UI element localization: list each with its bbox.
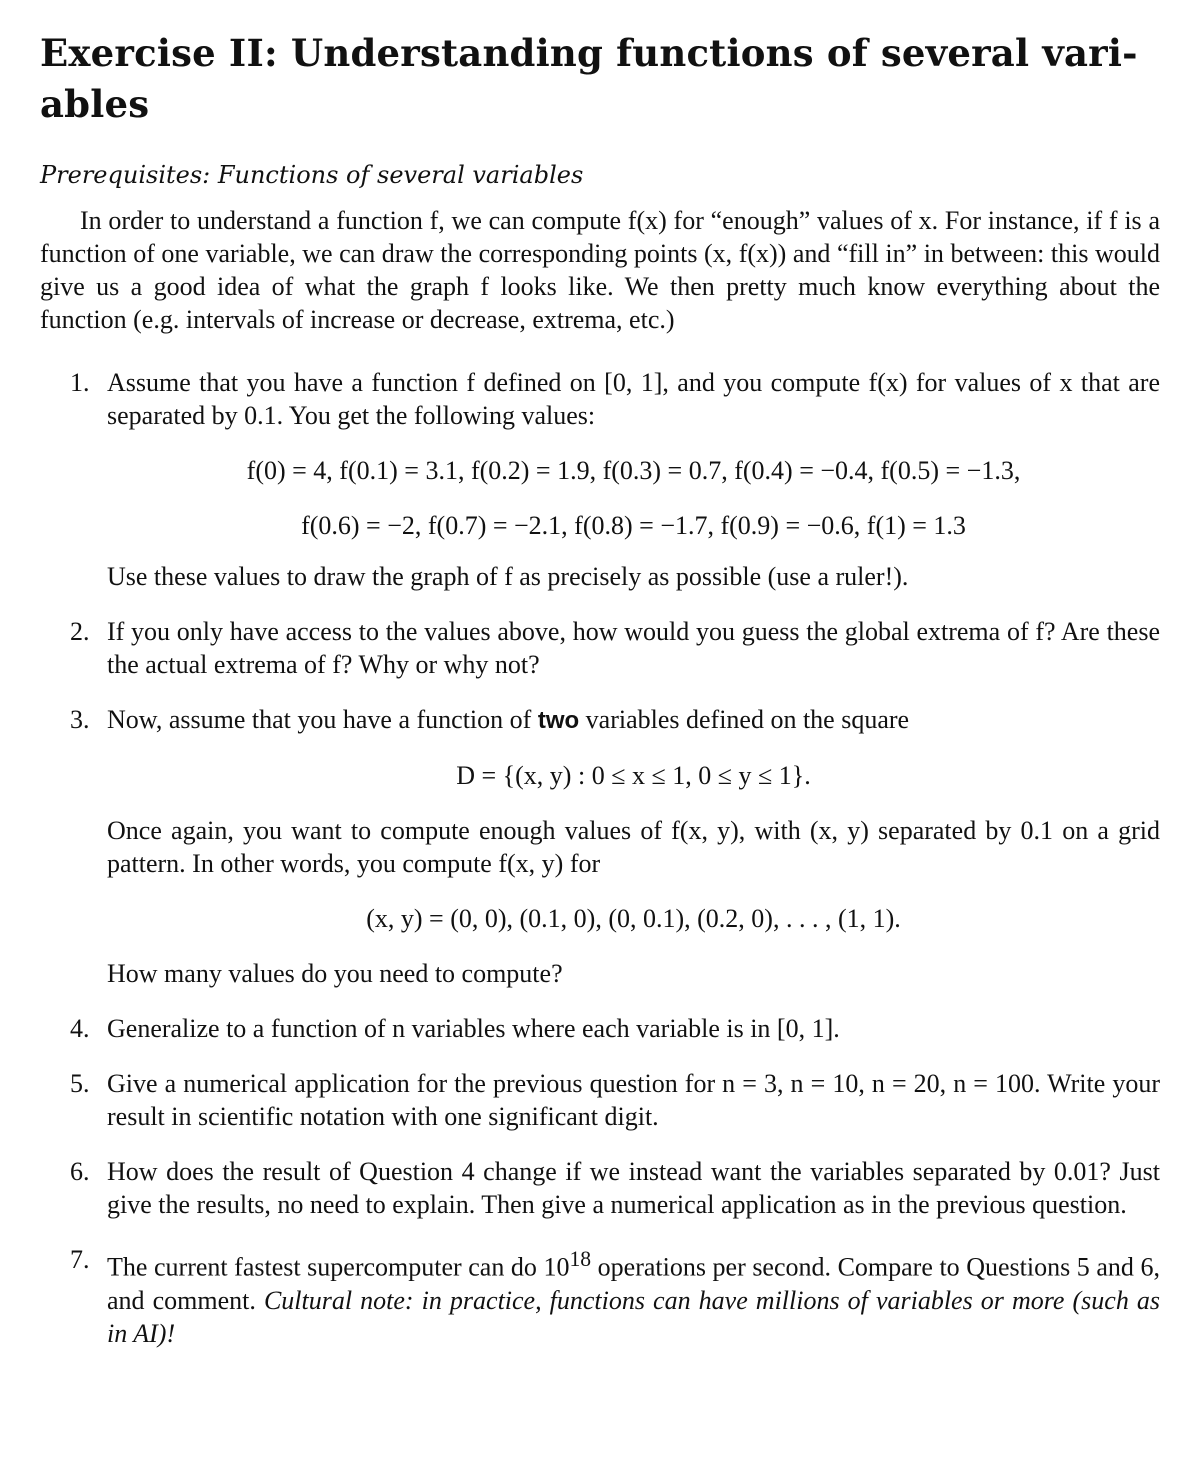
question-number: 7.	[70, 1245, 90, 1274]
cultural-note: Cultural note: in practice, functions can have millions of variables or more (such as in AI)!	[107, 1285, 1161, 1348]
question-text: How does the result of Question 4 change if we instead want the variables separated by 0.01? Just give the results, no need to explain. Then give a numerical application as in the previous question.	[107, 1157, 1160, 1219]
text-part: The current fastest supercomputer can do 10	[107, 1252, 570, 1282]
text-part: operations per second. Compare to Questions 5 and 6, and comment.	[107, 1252, 1160, 1315]
question-text: Generalize to a function of n variables where each variable is in [0, 1].	[107, 1014, 840, 1043]
values-equation-line-2: f(0.6) = −2, f(0.7) = −2.1, f(0.8) = −1.7, f(0.9) = −0.6, f(1) = 1.3	[301, 511, 966, 540]
question-number: 3.	[70, 705, 90, 734]
question-number: 2.	[70, 617, 90, 646]
question-text: Give a numerical application for the previous question for n = 3, n = 10, n = 20, n = 100. Write your result in scientific notation with one significant digit.	[107, 1069, 1160, 1131]
question-text	[107, 1243, 1160, 1350]
question-5	[40, 1067, 1160, 1133]
text-part: variables defined on the square	[585, 705, 910, 734]
question-number: 5.	[70, 1069, 90, 1098]
question-text	[107, 703, 1160, 737]
text-part: Now, assume that you have a function of	[107, 705, 532, 734]
question-middle-text: Once again, you want to compute enough values of f(x, y), with (x, y) separated by 0.1 on a grid pattern. In other words, you compute f(x, y) for	[107, 816, 1160, 878]
grid-points-equation: (x, y) = (0, 0), (0.1, 0), (0, 0.1), (0.2, 0), . . . , (1, 1).	[366, 904, 901, 933]
values-equation-line-1: f(0) = 4, f(0.1) = 3.1, f(0.2) = 1.9, f(0.3) = 0.7, f(0.4) = −0.4, f(0.5) = −1.3,	[246, 456, 1021, 485]
prerequisites-line: Prerequisites: Functions of several variables	[40, 161, 584, 189]
question-number: 6.	[70, 1157, 90, 1186]
question-text: If you only have access to the values above, how would you guess the global extrema of f? Are these the actual extrema of f? Why or why not?	[107, 617, 1160, 679]
question-3	[40, 703, 1160, 990]
exponent: 18	[569, 1247, 592, 1271]
question-4	[40, 1012, 1160, 1045]
question-number: 1.	[70, 368, 90, 397]
question-text: Assume that you have a function f defined on [0, 1], and you compute f(x) for values of x that are separated by 0.1. You get the following values:	[107, 368, 1160, 430]
question-list	[40, 366, 1160, 1350]
domain-equation: D = {(x, y) : 0 ≤ x ≤ 1, 0 ≤ y ≤ 1}.	[456, 761, 811, 790]
emphasis-two: two	[537, 707, 580, 734]
question-followup: Use these values to draw the graph of f as precisely as possible (use a ruler!).	[107, 562, 909, 591]
question-1	[40, 366, 1160, 593]
exercise-title: Exercise II: Understanding functions of several vari-ables	[40, 31, 1138, 126]
question-followup: How many values do you need to compute?	[107, 959, 563, 988]
question-2	[40, 615, 1160, 681]
question-6	[40, 1155, 1160, 1221]
question-number: 4.	[70, 1014, 90, 1043]
question-7	[40, 1243, 1160, 1350]
intro-paragraph: In order to understand a function f, we can compute f(x) for “enough” values of x. For instance, if f is a function of one variable, we can draw the corresponding points (x, f(x)) and “fill in” in between: this would give us a good idea of what the graph f looks like. We then pretty much know everything about the function (e.g. intervals of increase or decrease, extrema, etc.)	[40, 206, 1160, 334]
